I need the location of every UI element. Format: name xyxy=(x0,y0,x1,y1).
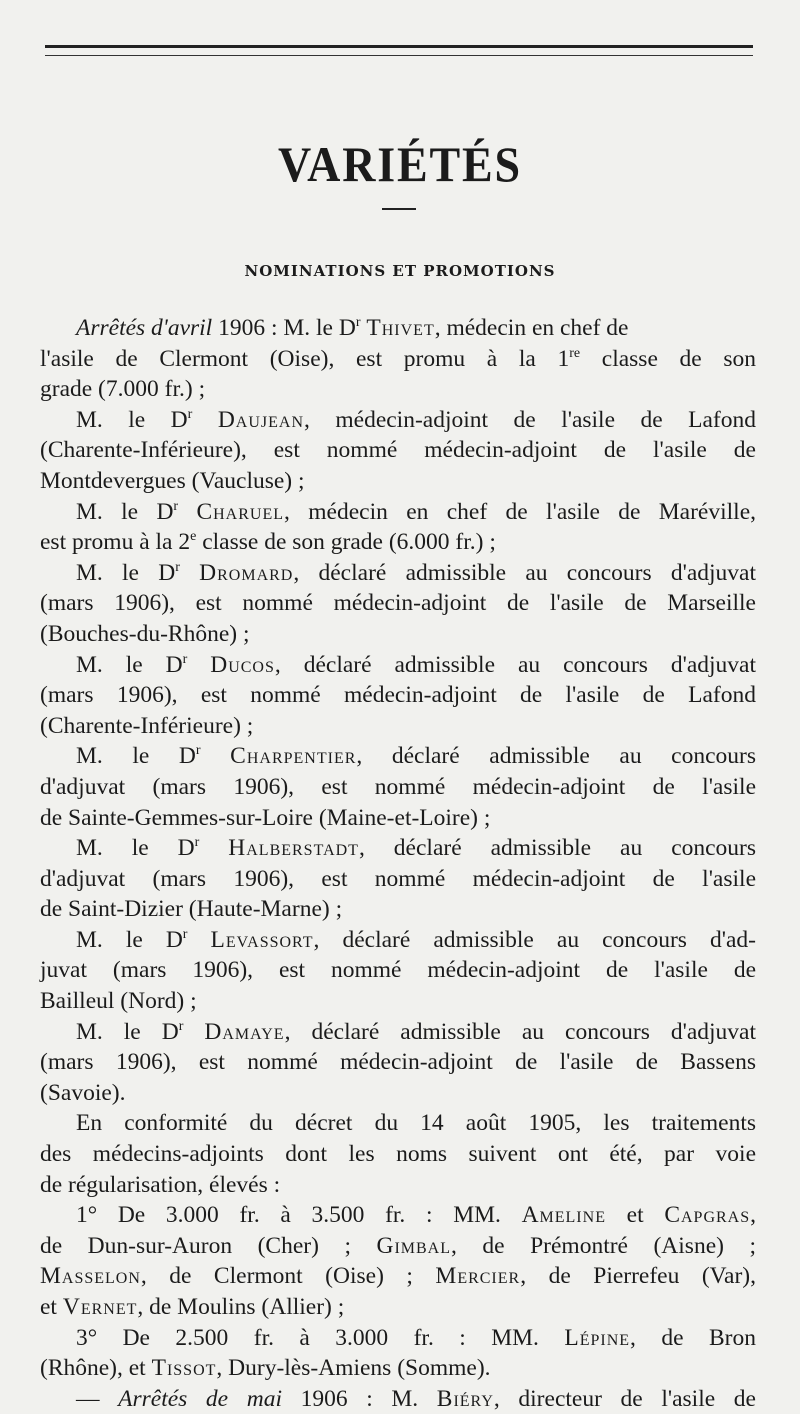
text-run: de Saint-Dizier (Haute-Marne) ; xyxy=(40,896,343,923)
person-name: Tissot xyxy=(151,1355,217,1382)
text-run: de régularisation, élevés : xyxy=(40,1171,281,1198)
text-line xyxy=(40,741,756,772)
text-run: M. le D xyxy=(76,498,174,525)
text-line xyxy=(40,527,756,558)
text-run: r xyxy=(182,927,188,943)
text-run: 1906 : M. le D xyxy=(212,315,356,341)
text-run: e xyxy=(190,529,197,545)
article-body xyxy=(40,313,756,1414)
text-run: (mars 1906), est nommé médecin-adjoint de l'asile de Bassens xyxy=(40,1049,756,1076)
text-line xyxy=(40,1323,756,1354)
text-run: , déclaré admissible au concours d'adjuvat xyxy=(284,1018,757,1045)
person-name: Charpentier xyxy=(230,743,357,770)
person-name: Ducos xyxy=(210,651,275,678)
text-line xyxy=(40,833,756,864)
text-run xyxy=(180,560,199,586)
text-line xyxy=(40,1231,756,1262)
text-run: , de Bron xyxy=(630,1324,756,1351)
text-run: 1906 : M. xyxy=(281,1385,437,1412)
text-run: M. le D xyxy=(76,651,183,678)
person-name: Gimbal xyxy=(376,1232,452,1259)
page-title: VARIÉTÉS xyxy=(277,136,522,192)
text-line xyxy=(40,864,756,895)
person-name: Vernet xyxy=(62,1294,138,1320)
text-run xyxy=(199,835,228,861)
text-line xyxy=(40,344,756,375)
person-name: Daujean xyxy=(217,406,305,433)
text-line xyxy=(40,680,756,711)
text-run: Bailleul (Nord) ; xyxy=(40,988,197,1015)
text-run: r xyxy=(182,651,188,667)
text-run: l'asile de Clermont (Oise), est promu à la 1 xyxy=(40,345,570,372)
text-line xyxy=(40,803,756,834)
text-run: r xyxy=(194,835,200,851)
person-name: Dromard xyxy=(199,559,294,586)
header-rule-thin xyxy=(45,55,753,56)
text-line xyxy=(40,435,756,466)
text-run xyxy=(192,407,217,433)
text-run xyxy=(187,927,210,953)
text-run xyxy=(183,1019,204,1045)
text-run: r xyxy=(195,743,201,759)
text-line xyxy=(40,650,756,681)
text-line xyxy=(40,588,756,619)
person-name: Halberstadt xyxy=(228,835,359,862)
text-run: , médecin-adjoint de l'asile de Lafond xyxy=(304,406,757,433)
text-line xyxy=(40,1108,756,1139)
text-line xyxy=(40,313,756,344)
text-run: r xyxy=(173,498,179,514)
text-run: (Bouches-du-Rhône) ; xyxy=(40,620,250,647)
text-run: , déclaré admissible au concours d'adjuvat xyxy=(274,651,757,678)
text-run: M. le D xyxy=(76,559,176,586)
text-run: classe de son xyxy=(580,345,757,372)
text-run: juvat (mars 1906), est nommé médecin-adjoint de l'asile de xyxy=(40,957,756,984)
text-run: M. le D xyxy=(76,743,196,770)
text-run: et xyxy=(605,1202,665,1229)
text-run: , déclaré admissible au concours xyxy=(358,835,757,862)
text-line xyxy=(40,955,756,986)
text-run: re xyxy=(569,345,581,361)
text-run: , de Prémontré (Aisne) ; xyxy=(451,1232,756,1259)
text-run: et xyxy=(40,1294,63,1320)
text-line xyxy=(40,1139,756,1170)
text-line xyxy=(40,1384,756,1414)
text-run: 3° De 2.500 fr. à 3.000 fr. : MM. xyxy=(76,1324,565,1351)
text-run: — xyxy=(76,1385,119,1412)
text-run: , de Pierrefeu (Var), xyxy=(520,1263,756,1290)
person-name: Charuel xyxy=(196,498,285,525)
text-run: de Dun-sur-Auron (Cher) ; xyxy=(40,1232,377,1259)
text-line xyxy=(40,497,756,528)
text-line xyxy=(40,374,756,405)
text-run: M. le D xyxy=(76,406,188,433)
italic-heading: Arrêtés d'avril xyxy=(76,315,213,341)
text-run xyxy=(178,499,196,525)
text-run: de Sainte-Gemmes-sur-Loire (Maine-et-Loire) ; xyxy=(40,804,491,831)
text-run: des médecins-adjoints dont les noms suivent ont été, par voie xyxy=(40,1141,756,1168)
person-name: Damaye xyxy=(204,1018,285,1045)
text-line xyxy=(40,986,756,1017)
text-run: (Charente-Inférieure), est nommé médecin-adjoint de l'asile de xyxy=(40,437,756,464)
text-run: , médecin en chef de l'asile de Maréville, xyxy=(284,498,757,525)
text-run: M. le D xyxy=(76,926,183,953)
text-run: , Dury-lès-Amiens (Somme). xyxy=(216,1355,491,1382)
text-run: classe de son grade (6.000 fr.) ; xyxy=(196,529,496,556)
text-run: r xyxy=(175,559,180,575)
text-run: , xyxy=(750,1202,756,1229)
text-line xyxy=(40,1292,756,1323)
text-run xyxy=(201,743,231,769)
text-line xyxy=(40,619,756,650)
header-rule-thick xyxy=(45,45,753,48)
text-run: , déclaré admissible au concours xyxy=(356,743,756,770)
text-line xyxy=(40,1353,756,1384)
person-name: Capgras xyxy=(664,1202,751,1229)
text-run: (Savoie). xyxy=(40,1079,126,1106)
person-name: Levassort xyxy=(210,926,314,953)
text-line xyxy=(40,772,756,803)
text-line xyxy=(40,466,756,497)
text-run: (Rhône), et xyxy=(40,1355,152,1382)
person-name: Mercier xyxy=(435,1263,521,1290)
text-run: , de Moulins (Allier) ; xyxy=(137,1294,345,1320)
text-line xyxy=(40,1261,756,1292)
text-run: Montdevergues (Vaucluse) ; xyxy=(40,467,305,494)
text-line xyxy=(40,405,756,436)
text-run: , médecin en chef de xyxy=(434,315,629,341)
text-run: r xyxy=(355,315,361,331)
text-run: , directeur de l'asile de xyxy=(493,1385,756,1412)
text-line xyxy=(40,711,756,742)
section-heading: NOMINATIONS ET PROMOTIONS xyxy=(244,262,556,280)
text-run: M. le D xyxy=(76,1018,179,1045)
text-run: (Charente-Inférieure) ; xyxy=(40,712,254,739)
text-run: 1° De 3.000 fr. à 3.500 fr. : MM. xyxy=(76,1202,522,1229)
text-run xyxy=(187,652,210,678)
text-run: d'adjuvat (mars 1906), est nommé médecin-adjoint de l'asile xyxy=(40,865,756,892)
italic-heading: Arrêtés de mai xyxy=(118,1385,282,1412)
text-run: (mars 1906), est nommé médecin-adjoint de l'asile de Lafond xyxy=(40,682,756,709)
text-run: (mars 1906), est nommé médecin-adjoint de l'asile de Marseille xyxy=(40,590,756,617)
text-run: , déclaré admissible au concours d'adjuvat xyxy=(293,559,757,586)
person-name: Masselon xyxy=(40,1263,141,1290)
person-name: Biéry xyxy=(436,1385,494,1412)
person-name: Thivet xyxy=(366,315,435,341)
text-line xyxy=(40,558,756,589)
text-line xyxy=(40,1200,756,1231)
text-run: r xyxy=(178,1018,184,1034)
text-line xyxy=(40,1017,756,1048)
text-run: , déclaré admissible au concours d'ad- xyxy=(313,926,756,953)
text-run: , de Clermont (Oise) ; xyxy=(140,1263,436,1290)
text-line xyxy=(40,1078,756,1109)
text-run: d'adjuvat (mars 1906), est nommé médecin-adjoint de l'asile xyxy=(40,773,756,800)
text-run: M. le D xyxy=(76,835,195,862)
title-dash xyxy=(382,208,416,210)
text-line xyxy=(40,1047,756,1078)
text-run: grade (7.000 fr.) ; xyxy=(40,376,206,403)
text-line xyxy=(40,925,756,956)
text-run: En conformité du décret du 14 août 1905, les traitements xyxy=(76,1110,756,1137)
text-run: est promu à la 2 xyxy=(40,529,191,556)
text-run: r xyxy=(187,406,193,422)
person-name: Ameline xyxy=(521,1202,606,1229)
text-line xyxy=(40,1170,756,1201)
person-name: Lépine xyxy=(564,1324,631,1351)
text-line xyxy=(40,894,756,925)
